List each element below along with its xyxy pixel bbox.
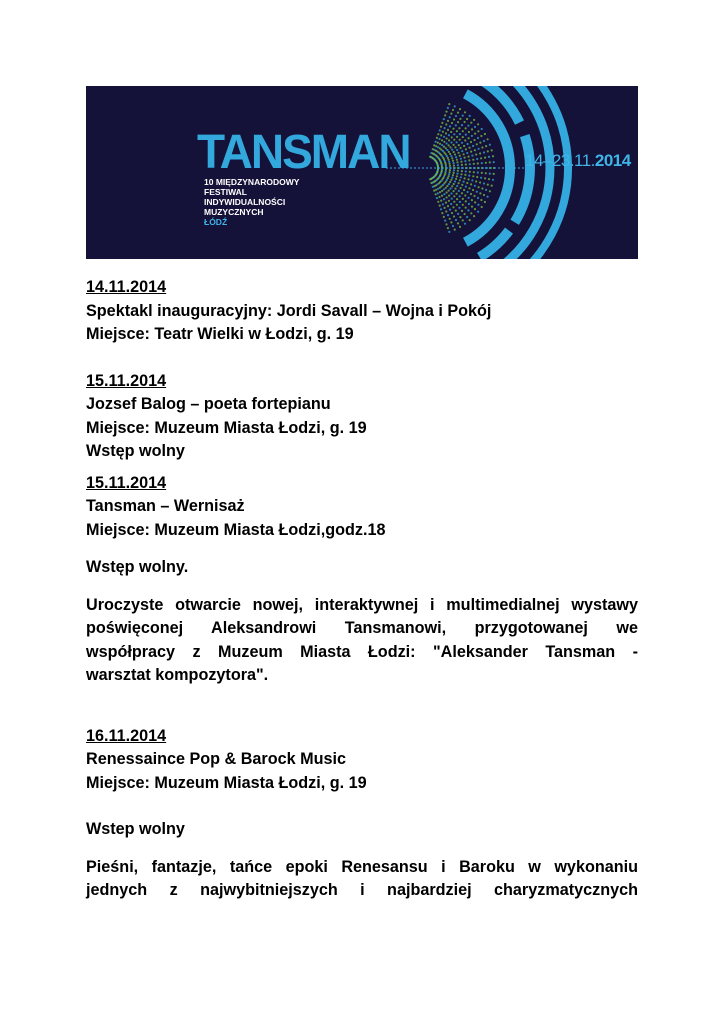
subtitle-line: FESTIWAL [204, 187, 247, 197]
event-title: Tansman – Wernisaż [86, 497, 245, 515]
event-date: 16.11.2014 [86, 726, 167, 745]
event-date: 15.11.2014 [86, 473, 167, 492]
event-title: Jozsef Balog – poeta fortepianu [86, 395, 331, 413]
festival-dates: 14–23.11.2014 [525, 151, 631, 170]
subtitle-line: MUZYCZNYCH [204, 207, 264, 217]
festival-banner [86, 86, 638, 259]
event-note: Wstep wolny [86, 820, 185, 838]
event-date: 15.11.2014 [86, 371, 167, 390]
event-venue: Miejsce: Muzeum Miasta Łodzi, g. 19 [86, 773, 367, 792]
event-date: 14.11.2014 [86, 278, 167, 296]
festival-subtitle [204, 177, 299, 227]
festival-city: ŁÓDŹ [204, 217, 228, 227]
description-line: poświęconej Aleksandrowi Tansmanowi, przygotowanej we [86, 619, 638, 637]
event-description [86, 856, 638, 903]
subtitle-line: 10 MIĘDZYNARODOWY [204, 177, 300, 187]
event-list [86, 276, 638, 903]
description-line: współpracy z Muzeum Miasta Łodzi: "Aleksander Tansman - [86, 642, 638, 661]
event-title: Spektakl inauguracyjny: Jordi Savall – Wojna i Pokój [86, 301, 492, 320]
event-venue: Miejsce: Muzeum Miasta Łodzi,godz.18 [86, 520, 386, 539]
festival-logo-title: TANSMAN [197, 123, 410, 179]
description-line: Pieśni, fantazje, tańce epoki Renesansu i Baroku w wykonaniu [86, 857, 638, 876]
event-note: Wstęp wolny. [86, 558, 189, 576]
event-description [86, 594, 638, 688]
event-venue: Miejsce: Teatr Wielki w Łodzi, g. 19 [86, 325, 354, 343]
description-line: jednych z najwybitniejszych i najbardziej charyzmatycznych [86, 881, 638, 899]
subtitle-line: INDYWIDUALNOŚCI [204, 197, 286, 207]
event-venue: Miejsce: Muzeum Miasta Łodzi, g. 19 [86, 418, 367, 437]
description-line: warsztat kompozytora". [86, 666, 269, 684]
event-note: Wstęp wolny [86, 442, 185, 460]
event-title: Renessaince Pop & Barock Music [86, 750, 346, 768]
description-line: Uroczyste otwarcie nowej, interaktywnej i multimedialnej wystawy [86, 595, 638, 614]
